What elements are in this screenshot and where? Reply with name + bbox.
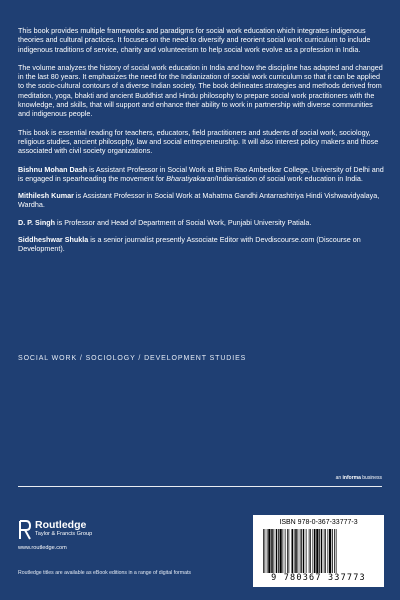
author-bio-text: is a senior journalist presently Associate Editor with Devdiscourse.com (Discourse on Development).: [18, 235, 361, 254]
informa-suffix: business: [360, 475, 382, 481]
barcode-bar: [274, 529, 275, 573]
author-name: D. P. Singh: [18, 217, 56, 227]
barcode-bar: [265, 529, 266, 573]
barcode-bar: [292, 529, 294, 573]
author-bio-text-after: /Indianisation of social work education in India.: [214, 173, 363, 183]
description-paragraph-1: This book provides multiple frameworks and paradigms for social work education which integrates indigenous theories and cultural practices. It focuses on the need to diversify and reorient social work curriculum to include indigenous traditions of service, charity and volunteerism to help social work evolve as a profession in India.: [18, 26, 371, 54]
description-paragraph-3: This book is essential reading for teachers, educators, field practitioners and students of social work, sociology, religious studies, ancient philosophy, law and social entrepreneurship. It will also interest policy makers and those associated with civil society organizations.: [18, 127, 379, 156]
barcode-bar: [334, 529, 335, 573]
barcode-bar: [316, 529, 318, 573]
publisher-url[interactable]: www.routledge.com: [18, 545, 67, 551]
barcode-bar: [329, 529, 331, 573]
barcode-bar: [301, 529, 302, 573]
author-bio-kumar: [18, 191, 384, 210]
author-bio-italic: Bharatiyakaran: [166, 173, 215, 183]
barcode-bar: [328, 529, 329, 573]
author-bio-text: is Assistant Professor in Social Work at Bhim Rao Ambedkar College, University of Delhi and is engaged in spearheading the movement for: [18, 164, 384, 183]
informa-business-label: [336, 475, 382, 481]
barcode-bar: [276, 529, 278, 573]
isbn-label: ISBN 978-0-367-33777-3: [279, 519, 358, 526]
barcode-bar: [300, 529, 301, 573]
barcode-bars: [259, 529, 379, 573]
barcode-bar: [325, 529, 326, 573]
author-bio-text: is Professor and Head of Department of Social Work, Punjabi University Patiala.: [55, 217, 312, 227]
barcode-bar: [287, 529, 288, 573]
description-paragraph-2: The volume analyzes the history of social work education in India and how the discipline has adapted and changed in the last 80 years. It emphasizes the need for the Indianization of social work curriculum so that it can be applied to the socio-cultural contours of a diverse Indian society. The book delineates strategies and methods derived from meditation, yoga, bhakti and ancient Buddhist and Hindu philosophy to prepare social work practitioners with the knowledge, and skills, that will support and enhance their ability to work in partnership with diverse communities and indigenous people.: [18, 62, 383, 119]
barcode-bar: [268, 529, 270, 573]
author-bio-shukla: [18, 235, 384, 254]
barcode-bar: [319, 529, 320, 573]
barcode-bar: [271, 529, 273, 573]
author-name: Bishnu Mohan Dash: [18, 164, 88, 174]
ebook-footnote: Routledge titles are available as eBook editions in a range of digital formats: [18, 570, 192, 576]
barcode-bar: [313, 529, 314, 573]
informa-prefix: an: [335, 475, 343, 481]
barcode-bar: [263, 529, 264, 573]
barcode-bar: [298, 529, 299, 573]
publisher-name: Routledge: [35, 519, 87, 531]
author-name: Siddheshwar Shukla: [18, 235, 89, 245]
barcode-digits: 9 780367 337773: [271, 573, 366, 583]
publisher-group: Taylor & Francis Group: [35, 531, 93, 537]
back-cover-text: [18, 26, 384, 262]
barcode-bar: [285, 529, 286, 573]
barcode-bar: [295, 529, 297, 573]
publisher-logo[interactable]: [18, 519, 93, 551]
author-bio-text: is Assistant Professor in Social Work at Mahatma Gandhi Antarrashtriya Hindi Vishwavidyalaya, Wardha.: [18, 191, 380, 210]
author-bio-dash: [18, 165, 384, 184]
barcode-bar: [280, 529, 282, 573]
barcode-bar: [310, 529, 311, 573]
barcode-bar: [324, 529, 325, 573]
barcode-bar: [289, 529, 290, 573]
barcode-bar: [294, 529, 295, 573]
barcode-bar: [336, 529, 337, 573]
barcode-bar: [267, 529, 268, 573]
footer-divider: [18, 486, 382, 487]
barcode-bar: [321, 529, 323, 573]
routledge-r-icon: [18, 519, 32, 541]
barcode-bar: [283, 529, 284, 573]
barcode-bar: [314, 529, 316, 573]
author-bio-singh: [18, 218, 384, 227]
barcode-bar: [278, 529, 279, 573]
barcode-bar: [306, 529, 307, 573]
informa-brand: informa: [342, 475, 361, 481]
barcode-bar: [332, 529, 333, 573]
author-name: Mithilesh Kumar: [18, 191, 74, 201]
subject-categories: SOCIAL WORK / SOCIOLOGY / DEVELOPMENT STUDIES: [18, 355, 247, 362]
isbn-barcode: [253, 515, 384, 587]
barcode-bar: [309, 529, 310, 573]
barcode-bar: [303, 529, 305, 573]
